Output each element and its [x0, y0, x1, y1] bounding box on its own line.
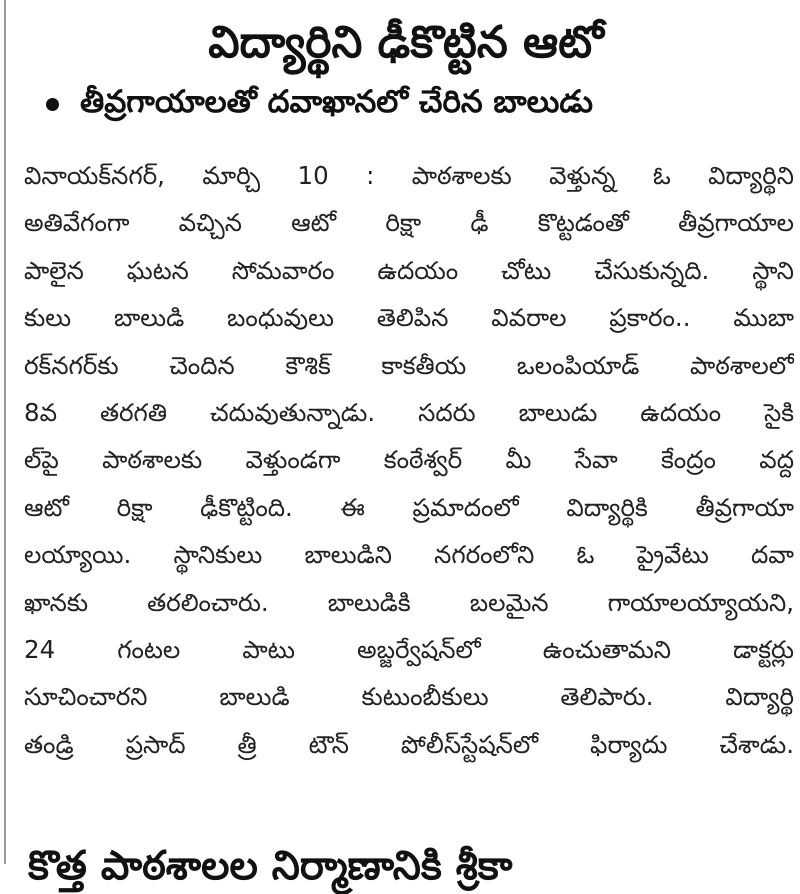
- body-line: ఆటో రిక్షా ఢీకొట్టింది. ఈ ప్రమాదంలో విద్యార్థికి తీవ్రగాయా: [24, 492, 794, 522]
- body-line: వినాయక్‌నగర్, మార్చి 10 : పాఠశాలకు వెళ్తున్న ఓ విద్యార్థిని: [24, 161, 794, 190]
- body-line: సూచించారని బాలుడి కుటుంబీకులు తెలిపారు. విద్యార్థి: [24, 682, 794, 712]
- body-line: ఖానకు తరలించారు. బాలుడికి బలమైన గాయాలయ్యాయని,: [24, 587, 794, 617]
- article-headline: విద్యార్థిని ఢీకొట్టిన ఆటో: [208, 17, 604, 68]
- body-line: 24 గంటల పాటు అబ్జర్వేషన్‌లో ఉంచుతామని డాక్టర్లు: [24, 634, 794, 664]
- next-article-headline: కొత్త పాఠశాలల నిర్మాణానికి శ్రీకా: [28, 843, 513, 889]
- body-line: పాలైన ఘటన సోమవారం ఉదయం చోటు చేసుకున్నది. స్థాని: [24, 255, 794, 285]
- article-subheadline: తీవ్రగాయాలతో దవాఖానలో చేరిన బాలుడు: [80, 84, 594, 120]
- body-line: ల్‌పై పాఠశాలకు వెళ్తుండగా కంఠేశ్వర్ మీ సేవా కేంద్రం వద్ద: [24, 445, 794, 475]
- body-line: కులు బాలుడి బంధువులు తెలిపిన వివరాల ప్రకారం.. ముబా: [24, 303, 794, 333]
- bullet-icon: [46, 98, 59, 111]
- article-body: [24, 152, 794, 768]
- body-line: రక్‌నగర్‌కు చెందిన కౌశిక్ కాకతీయ ఒలంపియాడ్ పాఠశాలలో: [24, 350, 794, 380]
- body-line: లయ్యాయి. స్థానికులు బాలుడిని నగరంలోని ఓ ప్రైవేటు దవా: [24, 540, 794, 570]
- body-line: అతివేగంగా వచ్చిన ఆటో రిక్షా ఢీ కొట్టడంతో తీవ్రగాయాల: [24, 208, 794, 238]
- column-divider: [4, 0, 6, 864]
- body-line: తండ్రి ప్రసాద్ త్రీ టౌన్ పోలీస్‌స్టేషన్‌లో ఫిర్యాదు చేశాడు.: [24, 729, 794, 759]
- body-line: 8వ తరగతి చదువుతున్నాడు. సదరు బాలుడు ఉదయం సైకి: [24, 397, 794, 427]
